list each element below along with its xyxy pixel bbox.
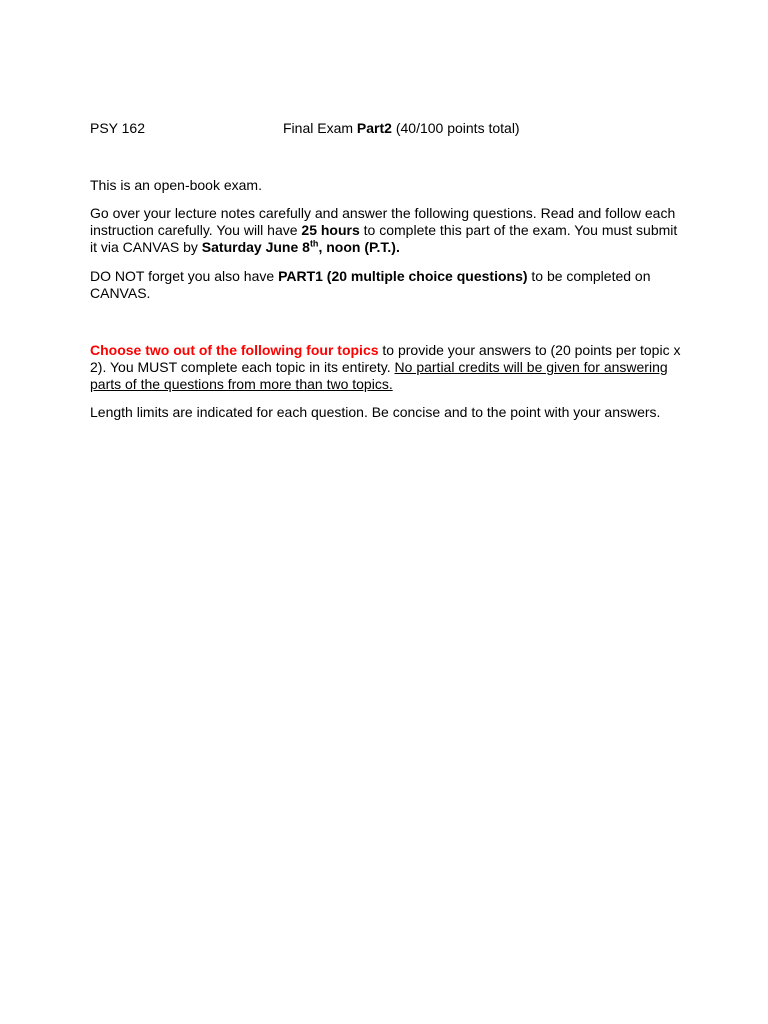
part1-reminder-text [90,268,682,302]
part1-reminder [90,268,682,302]
length-limits-text: Length limits are indicated for each question. Be concise and to the point with your answers. [90,404,661,420]
deadline-day: Saturday June 8 [201,239,310,255]
topics-text-part: to provide your answers to (20 points per topic x 2). You MUST complete each topic in its entirety. [90,342,681,375]
course-code: PSY 162 [90,120,146,136]
partial-credit-warning: No partial credits will be given for answering parts of the questions from more than two topics. [90,359,668,392]
deadline-ordinal: th [309,238,319,249]
deadline-date [202,239,400,255]
open-book-note [90,177,682,194]
exam-title [283,120,520,137]
length-limits-note [90,404,682,421]
instructions-text-part: Go over your lecture notes carefully and answer the following questions. Read and follow each instruction carefully. You will have [90,205,676,238]
topics-text [90,342,682,393]
exam-title-prefix: Final Exam [283,120,357,136]
deadline-time: , noon (P.T.). [318,239,400,255]
instructions-paragraph [90,205,682,256]
instructions-text [90,205,682,256]
exam-header [90,120,690,137]
open-book-text: This is an open-book exam. [90,177,262,193]
part1-label: PART1 (20 multiple choice questions) [278,268,528,284]
instructions-text-part: to complete this part of the exam. You must submit it via CANVAS by [90,222,678,255]
topic-choice-instruction: Choose two out of the following four topics [90,342,379,358]
duration: 25 hours [301,222,360,238]
part1-reminder-part: DO NOT forget you also have [90,268,279,284]
exam-title-part: Part2 [356,120,392,136]
exam-title-points: (40/100 points total) [391,120,520,136]
topics-paragraph [90,342,682,393]
part1-reminder-part: to be completed on CANVAS. [90,268,651,301]
